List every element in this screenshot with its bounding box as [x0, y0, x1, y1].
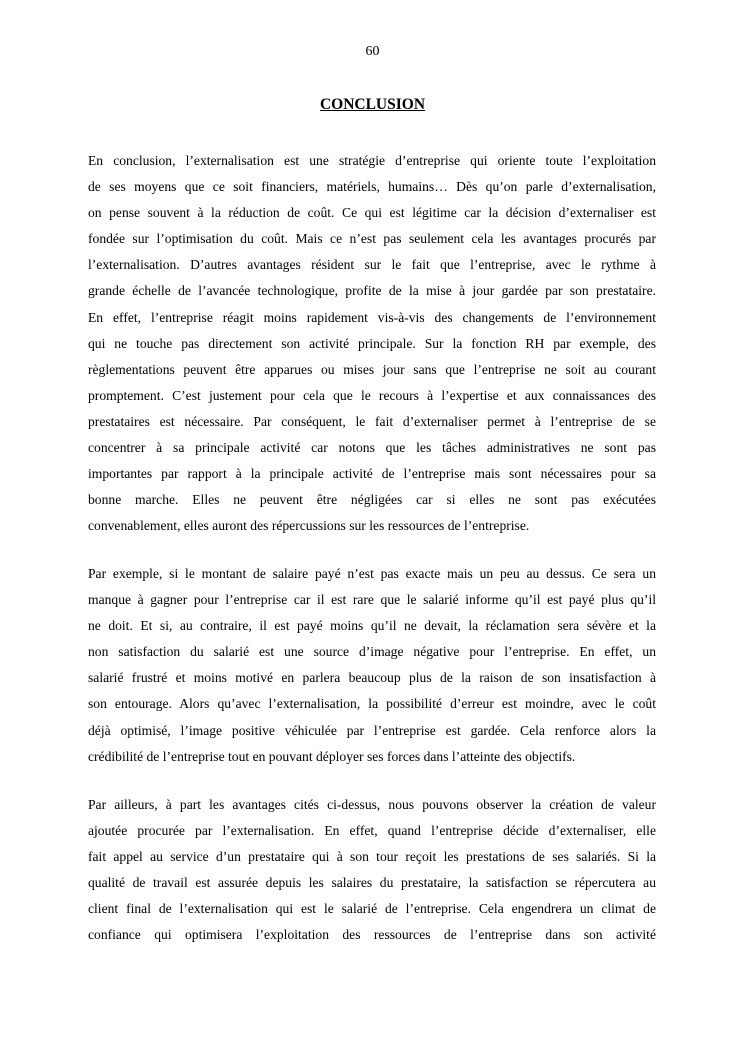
paragraph-line: fait appel au service d’un prestataire qui à son tour reçoit les prestations de ses salariés. Si la — [88, 849, 656, 865]
paragraph-1 — [88, 148, 656, 539]
paragraph-line: fondée sur l’optimisation du coût. Mais ce n’est pas seulement cela les avantages procurés par — [88, 231, 656, 247]
paragraph-line: concentrer à sa principale activité car notons que les tâches administratives ne sont pas — [88, 440, 656, 456]
paragraph-3 — [88, 792, 656, 949]
paragraph-line: déjà optimisé, l’image positive véhiculée par l’entreprise est gardée. Cela renforce alors la — [88, 722, 656, 738]
paragraph-line: convenablement, elles auront des répercussions sur les ressources de l’entreprise. — [88, 518, 530, 534]
paragraph-line: confiance qui optimisera l’exploitation des ressources de l’entreprise dans son activité — [88, 927, 656, 943]
paragraph-line: qualité de travail est assurée depuis les salaires du prestataire, la satisfaction se répercutera au — [88, 875, 656, 891]
paragraph-line: bonne marche. Elles ne peuvent être négligées car si elles ne sont pas exécutées — [88, 492, 656, 508]
paragraph-line: client final de l’externalisation qui est le salarié de l’entreprise. Cela engendrera un climat de — [88, 901, 656, 917]
paragraph-line: on pense souvent à la réduction de coût. Ce qui est légitime car la décision d’externaliser est — [88, 205, 656, 221]
paragraph-2 — [88, 561, 656, 770]
paragraph-line: crédibilité de l’entreprise tout en pouvant déployer ses forces dans l’atteinte des objectifs. — [88, 748, 576, 764]
paragraph-line: salarié frustré et moins motivé en parlera beaucoup plus de la raison de son insatisfaction à — [88, 670, 656, 686]
paragraph-line: grande échelle de l’avancée technologique, profite de la mise à jour gardée par son prestataire. — [88, 283, 656, 299]
paragraph-line: En effet, l’entreprise réagit moins rapidement vis-à-vis des changements de l’environnement — [88, 309, 656, 325]
paragraph-line: importantes par rapport à la principale activité de l’entreprise mais sont nécessaires pour sa — [88, 466, 656, 482]
paragraph-line: son entourage. Alors qu’avec l’externalisation, la possibilité d’erreur est moindre, avec le coût — [88, 696, 656, 712]
paragraph-line: règlementations peuvent être apparues ou mises jour sans que l’entreprise ne soit au courant — [88, 361, 656, 377]
paragraph-line: qui ne touche pas directement son activité principale. Sur la fonction RH par exemple, des — [88, 335, 656, 351]
paragraph-line: promptement. C’est justement pour cela que le recours à l’expertise et aux connaissances des — [88, 387, 656, 403]
paragraph-line: Par exemple, si le montant de salaire payé n’est pas exacte mais un peu au dessus. Ce sera un — [88, 566, 656, 581]
paragraph-line: prestataires est nécessaire. Par conséquent, le fait d’externaliser permet à l’entreprise de se — [88, 413, 656, 429]
paragraph-line: l’externalisation. D’autres avantages résident sur le fait que l’entreprise, avec le rythme à — [88, 257, 656, 273]
paragraph-line: de ses moyens que ce soit financiers, matériels, humains… Dès qu’on parle d’externalisation, — [88, 179, 656, 195]
paragraph-line: ajoutée procurée par l’externalisation. En effet, quand l’entreprise décide d’externaliser, elle — [88, 823, 656, 839]
paragraph-line: manque à gagner pour l’entreprise car il est rare que le salarié informe qu’il est payé plus qu’il — [88, 592, 656, 608]
paragraph-line: ne doit. Et si, au contraire, il est payé moins qu’il ne devait, la réclamation sera sévère et la — [88, 618, 656, 634]
page-number: 60 — [365, 44, 380, 59]
page-title: CONCLUSION — [319, 96, 426, 113]
paragraph-line: Par ailleurs, à part les avantages cités ci-dessus, nous pouvons observer la création de valeur — [88, 797, 656, 812]
paragraph-line: non satisfaction du salarié est une source d’image négative pour l’entreprise. En effet, un — [88, 644, 656, 660]
paragraph-line: En conclusion, l’externalisation est une stratégie d’entreprise qui oriente toute l’exploitation — [88, 153, 656, 168]
